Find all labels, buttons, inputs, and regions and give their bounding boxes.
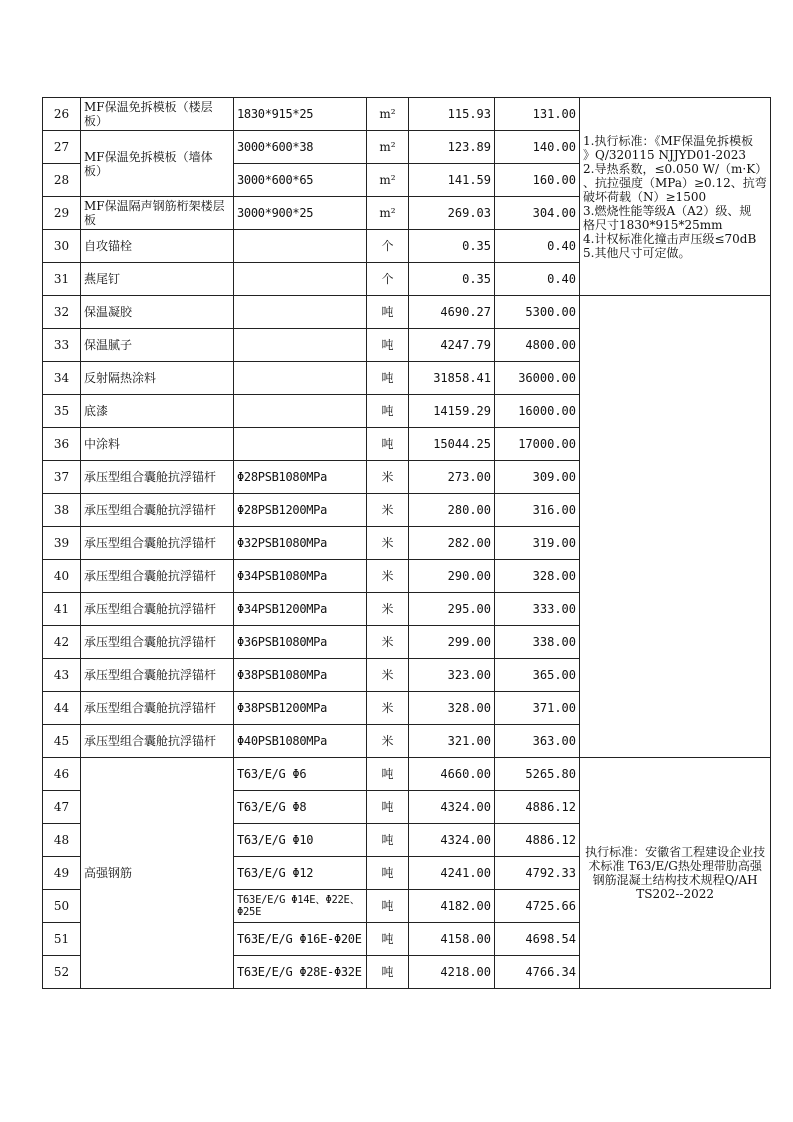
item-spec: T63E/E/G Φ16E-Φ20E [234,923,367,956]
price-incl-tax: 140.00 [495,131,580,164]
note-line: 、抗拉强度（MPa）≥0.12、抗弯 [583,175,767,190]
item-unit: 米 [367,725,409,758]
item-name: 承压型组合囊舱抗浮锚杆 [81,560,234,593]
item-spec [234,329,367,362]
row-number: 38 [43,494,81,527]
item-unit: 吨 [367,362,409,395]
item-spec [234,263,367,296]
note-line: 5.其他尺寸可定做。 [583,245,691,260]
item-name: 承压型组合囊舱抗浮锚杆 [81,527,234,560]
item-name: 承压型组合囊舱抗浮锚杆 [81,593,234,626]
item-spec: T63/E/G Φ12 [234,857,367,890]
item-name: 燕尾钉 [81,263,234,296]
item-unit: 吨 [367,923,409,956]
price-excl-tax: 0.35 [409,263,495,296]
notes-empty [580,296,771,758]
item-name: 保温腻子 [81,329,234,362]
price-excl-tax: 15044.25 [409,428,495,461]
item-unit: 米 [367,659,409,692]
note-line: 2.导热系数，≤0.050 W/（m·K） [583,161,768,176]
price-incl-tax: 365.00 [495,659,580,692]
item-unit: 吨 [367,956,409,989]
price-excl-tax: 14159.29 [409,395,495,428]
row-number: 29 [43,197,81,230]
item-spec: Φ32PSB1080MPa [234,527,367,560]
price-excl-tax: 295.00 [409,593,495,626]
price-incl-tax: 309.00 [495,461,580,494]
item-name: MF保温隔声钢筋桁架楼层板 [81,197,234,230]
price-incl-tax: 0.40 [495,263,580,296]
row-number: 46 [43,758,81,791]
price-incl-tax: 16000.00 [495,395,580,428]
price-excl-tax: 4182.00 [409,890,495,923]
price-excl-tax: 4247.79 [409,329,495,362]
price-excl-tax: 4690.27 [409,296,495,329]
price-excl-tax: 4660.00 [409,758,495,791]
item-name: 中涂料 [81,428,234,461]
row-number: 35 [43,395,81,428]
item-spec: 3000*900*25 [234,197,367,230]
price-excl-tax: 321.00 [409,725,495,758]
item-unit: 米 [367,626,409,659]
row-number: 36 [43,428,81,461]
price-incl-tax: 316.00 [495,494,580,527]
item-unit: 吨 [367,428,409,461]
item-unit: m² [367,98,409,131]
item-unit: 米 [367,560,409,593]
item-unit: m² [367,131,409,164]
item-spec: T63E/E/G Φ14E、Φ22E、Φ25E [234,890,367,923]
row-number: 37 [43,461,81,494]
price-excl-tax: 4218.00 [409,956,495,989]
note-line: 》Q/320115 NJJYD01-2023 [583,147,747,162]
item-spec: 3000*600*38 [234,131,367,164]
price-incl-tax: 17000.00 [495,428,580,461]
item-spec: Φ36PSB1080MPa [234,626,367,659]
price-incl-tax: 5300.00 [495,296,580,329]
item-name: 承压型组合囊舱抗浮锚杆 [81,626,234,659]
item-unit: m² [367,164,409,197]
price-incl-tax: 4792.33 [495,857,580,890]
item-unit: m² [367,197,409,230]
row-number: 39 [43,527,81,560]
item-spec [234,296,367,329]
price-incl-tax: 333.00 [495,593,580,626]
item-spec: Φ34PSB1200MPa [234,593,367,626]
item-name: 保温凝胶 [81,296,234,329]
price-incl-tax: 338.00 [495,626,580,659]
row-number: 30 [43,230,81,263]
row-number: 44 [43,692,81,725]
row-number: 34 [43,362,81,395]
item-unit: 米 [367,527,409,560]
price-incl-tax: 4886.12 [495,791,580,824]
price-excl-tax: 280.00 [409,494,495,527]
price-incl-tax: 5265.80 [495,758,580,791]
price-excl-tax: 269.03 [409,197,495,230]
price-incl-tax: 0.40 [495,230,580,263]
price-incl-tax: 371.00 [495,692,580,725]
item-unit: 米 [367,494,409,527]
price-excl-tax: 0.35 [409,230,495,263]
item-spec: Φ34PSB1080MPa [234,560,367,593]
price-excl-tax: 273.00 [409,461,495,494]
notes-group-1 [580,98,771,296]
row-number: 45 [43,725,81,758]
price-excl-tax: 4324.00 [409,791,495,824]
item-spec: T63/E/G Φ10 [234,824,367,857]
item-name: 反射隔热涂料 [81,362,234,395]
row-number: 27 [43,131,81,164]
row-number: 42 [43,626,81,659]
item-spec: T63/E/G Φ8 [234,791,367,824]
price-excl-tax: 31858.41 [409,362,495,395]
price-excl-tax: 299.00 [409,626,495,659]
price-excl-tax: 141.59 [409,164,495,197]
price-excl-tax: 282.00 [409,527,495,560]
price-excl-tax: 290.00 [409,560,495,593]
price-incl-tax: 4698.54 [495,923,580,956]
item-name: MF保温免拆模板（楼层板） [81,98,234,131]
row-number: 40 [43,560,81,593]
price-incl-tax: 160.00 [495,164,580,197]
price-incl-tax: 4800.00 [495,329,580,362]
price-excl-tax: 323.00 [409,659,495,692]
row-number: 47 [43,791,81,824]
note-line: 破坏荷载（N）≥1500 [583,189,707,204]
row-number: 32 [43,296,81,329]
item-unit: 个 [367,230,409,263]
item-spec: Φ38PSB1080MPa [234,659,367,692]
item-unit: 吨 [367,758,409,791]
item-name: 高强钢筋 [81,758,234,989]
price-excl-tax: 4158.00 [409,923,495,956]
item-spec [234,395,367,428]
item-unit: 米 [367,692,409,725]
item-unit: 米 [367,593,409,626]
item-spec [234,362,367,395]
item-unit: 吨 [367,329,409,362]
row-number: 51 [43,923,81,956]
item-unit: 米 [367,461,409,494]
item-unit: 个 [367,263,409,296]
table-row [43,296,771,329]
row-number: 49 [43,857,81,890]
item-spec [234,230,367,263]
item-unit: 吨 [367,395,409,428]
price-incl-tax: 319.00 [495,527,580,560]
item-name: 承压型组合囊舱抗浮锚杆 [81,725,234,758]
item-spec: T63E/E/G Φ28E-Φ32E [234,956,367,989]
price-incl-tax: 36000.00 [495,362,580,395]
row-number: 31 [43,263,81,296]
item-name: 承压型组合囊舱抗浮锚杆 [81,494,234,527]
item-unit: 吨 [367,824,409,857]
price-excl-tax: 4241.00 [409,857,495,890]
item-name: 承压型组合囊舱抗浮锚杆 [81,659,234,692]
item-spec: T63/E/G Φ6 [234,758,367,791]
row-number: 41 [43,593,81,626]
item-name: 承压型组合囊舱抗浮锚杆 [81,461,234,494]
item-name: 承压型组合囊舱抗浮锚杆 [81,692,234,725]
row-number: 48 [43,824,81,857]
note-line: 1.执行标准：《MF保温免拆模板 [583,133,754,148]
item-unit: 吨 [367,857,409,890]
row-number: 43 [43,659,81,692]
item-unit: 吨 [367,791,409,824]
item-spec [234,428,367,461]
item-name: 自攻锚栓 [81,230,234,263]
row-number: 52 [43,956,81,989]
item-name: 底漆 [81,395,234,428]
item-unit: 吨 [367,890,409,923]
row-number: 26 [43,98,81,131]
price-incl-tax: 131.00 [495,98,580,131]
item-spec: Φ28PSB1200MPa [234,494,367,527]
price-incl-tax: 4766.34 [495,956,580,989]
price-incl-tax: 4725.66 [495,890,580,923]
price-excl-tax: 328.00 [409,692,495,725]
price-incl-tax: 328.00 [495,560,580,593]
price-table [42,97,771,989]
item-spec: 3000*600*65 [234,164,367,197]
row-number: 28 [43,164,81,197]
table-row [43,758,771,791]
price-incl-tax: 4886.12 [495,824,580,857]
price-excl-tax: 115.93 [409,98,495,131]
row-number: 33 [43,329,81,362]
item-name: MF保温免拆模板（墙体板） [81,131,234,197]
row-number: 50 [43,890,81,923]
item-spec: Φ40PSB1080MPa [234,725,367,758]
note-line: 3.燃烧性能等级A（A2）级、规 [583,203,752,218]
item-spec: Φ38PSB1200MPa [234,692,367,725]
notes-group-2: 执行标准：安徽省工程建设企业技术标准 T63/E/G热处理带肋高强钢筋混凝土结构技术规程Q/AH TS202--2022 [580,758,771,989]
item-unit: 吨 [367,296,409,329]
item-spec: 1830*915*25 [234,98,367,131]
item-spec: Φ28PSB1080MPa [234,461,367,494]
note-line: 4.计权标准化撞击声压级≤70dB [583,231,757,246]
price-excl-tax: 4324.00 [409,824,495,857]
price-incl-tax: 363.00 [495,725,580,758]
table-row [43,98,771,131]
price-excl-tax: 123.89 [409,131,495,164]
price-incl-tax: 304.00 [495,197,580,230]
note-line: 格尺寸1830*915*25mm [583,217,723,232]
